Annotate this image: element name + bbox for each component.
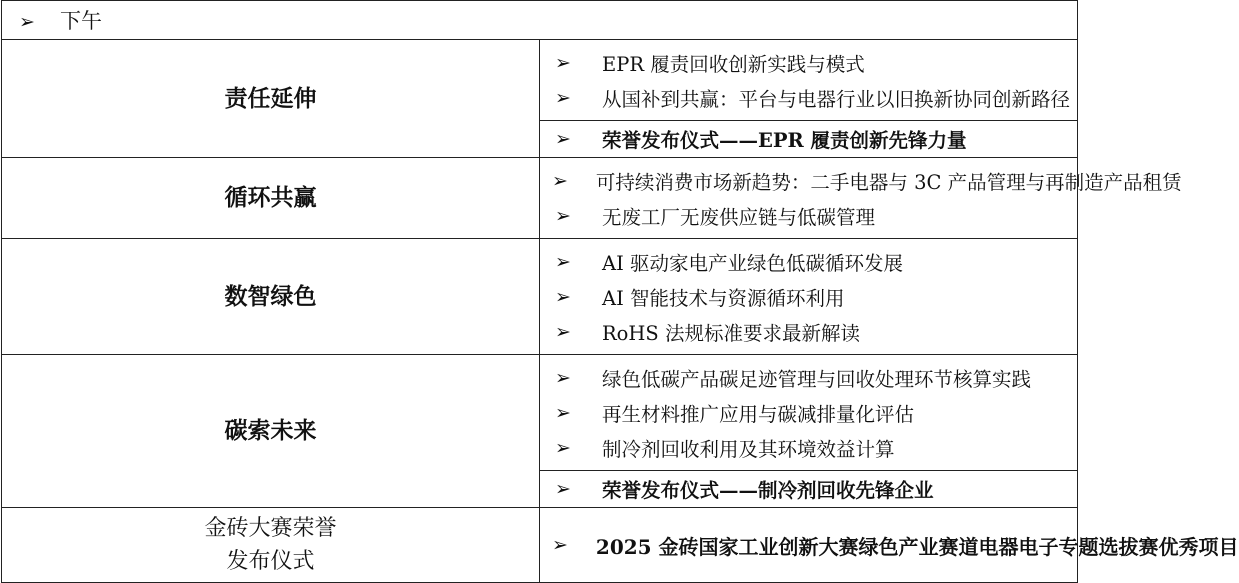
- arrowhead-bullet-icon: ➢: [555, 401, 571, 424]
- topic-item: ➢ EPR 履责回收创新实践与模式: [552, 45, 1077, 80]
- topic-item: ➢ RoHS 法规标准要求最新解读: [552, 314, 1077, 349]
- topic-item: ➢ 制冷剂回收利用及其环境效益计算: [552, 430, 1077, 465]
- topic-item: ➢ AI 驱动家电产业绿色低碳循环发展: [552, 244, 1077, 279]
- award-ceremony-cell: [540, 121, 1078, 158]
- arrowhead-bullet-icon: ➢: [555, 320, 571, 343]
- award-project-item: ➢ 2025 金砖国家工业创新大赛绿色产业赛道电器电子专题选拔赛优秀项目: [552, 534, 1239, 559]
- afternoon-agenda-table: [1, 0, 1239, 583]
- topic-list: [540, 355, 1078, 471]
- section-header-row: [2, 1, 1078, 40]
- topic-list: [540, 158, 1182, 239]
- topic-item: ➢ 可持续消费市场新趋势：二手电器与 3C 产品管理与再制造产品租赁: [552, 169, 1182, 194]
- award-ceremony-item: ➢ 荣誉发布仪式——EPR 履责创新先锋力量: [552, 122, 1077, 157]
- section-header-cell: [2, 1, 1078, 40]
- category-label: 责任延伸: [2, 40, 540, 158]
- arrowhead-bullet-icon: ➢: [555, 478, 571, 500]
- category-label: 循环共赢: [2, 158, 540, 239]
- arrowhead-bullet-icon: ➢: [555, 366, 571, 389]
- arrowhead-bullet-icon: ➢: [555, 285, 571, 308]
- category-label: 碳索未来: [2, 355, 540, 508]
- topic-list: [540, 508, 1239, 583]
- arrowhead-bullet-icon: ➢: [555, 250, 571, 273]
- category-label: 数智绿色: [2, 239, 540, 355]
- arrowhead-bullet-icon: ➢: [552, 534, 568, 556]
- agenda-row: [2, 508, 1078, 583]
- agenda-row: [2, 355, 1078, 471]
- arrowhead-bullet-icon: ➢: [555, 128, 571, 150]
- arrowhead-bullet-icon: ➢: [555, 86, 571, 109]
- arrowhead-bullet-icon: ➢: [552, 169, 568, 192]
- topic-item: ➢ 绿色低碳产品碳足迹管理与回收处理环节核算实践: [552, 360, 1077, 395]
- topic-item: ➢ AI 智能技术与资源循环利用: [552, 279, 1077, 314]
- topic-item: ➢ 无废工厂无废供应链与低碳管理: [552, 198, 1077, 233]
- agenda-row: [2, 239, 1078, 355]
- topic-list: [540, 239, 1078, 355]
- section-title: 下午: [60, 9, 102, 33]
- topic-list: [540, 40, 1078, 121]
- arrowhead-bullet-icon: ➢: [555, 51, 571, 74]
- topic-item: ➢ 再生材料推广应用与碳减排量化评估: [552, 395, 1077, 430]
- agenda-row: [2, 40, 1078, 121]
- arrowhead-bullet-icon: ➢: [555, 204, 571, 227]
- agenda-row: [2, 158, 1078, 239]
- category-label-line: 发布仪式: [226, 549, 315, 574]
- arrowhead-bullet-icon: ➢: [19, 11, 35, 33]
- award-ceremony-cell: [540, 471, 1078, 508]
- award-ceremony-item: ➢ 荣誉发布仪式——制冷剂回收先锋企业: [552, 472, 1077, 507]
- topic-item: ➢ 从国补到共赢：平台与电器行业以旧换新协同创新路径: [552, 80, 1077, 115]
- arrowhead-bullet-icon: ➢: [555, 436, 571, 459]
- category-label-line: 金砖大赛荣誉: [204, 516, 337, 541]
- category-label: [2, 508, 540, 583]
